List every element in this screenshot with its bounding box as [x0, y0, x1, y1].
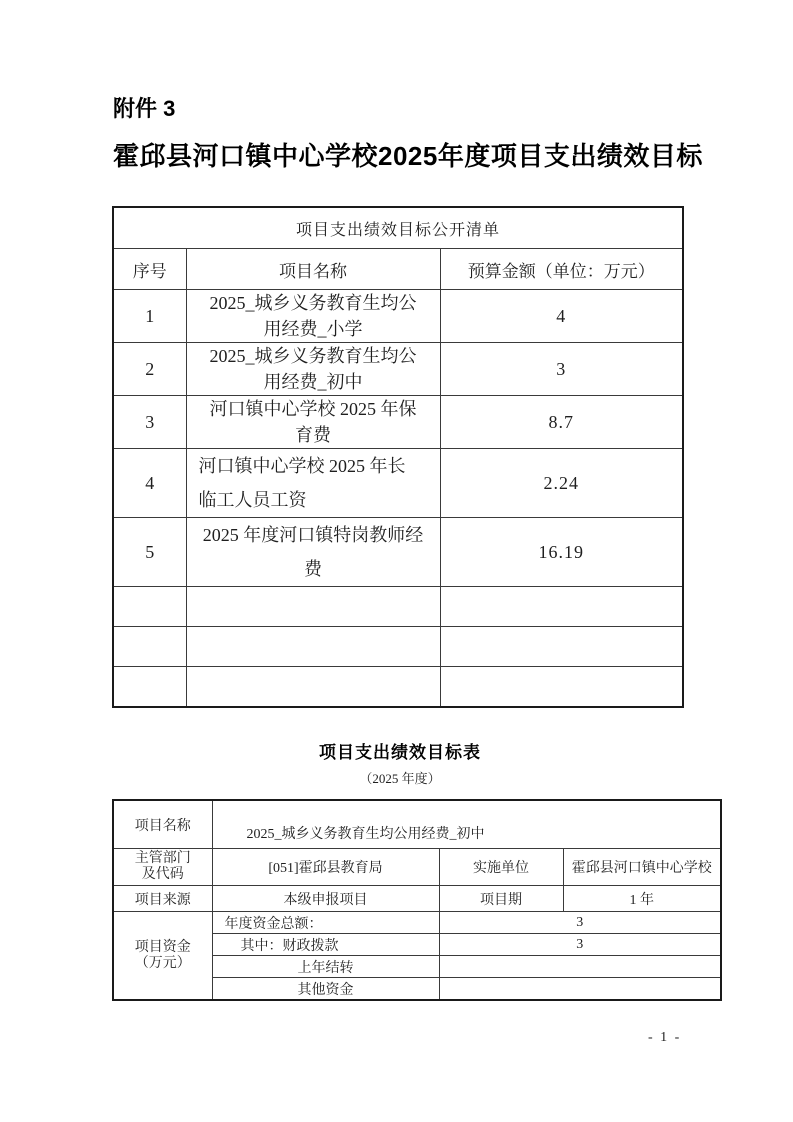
project-name-line: 用经费_初中 [263, 372, 363, 392]
project-name-line: 临工人员工资 [198, 490, 307, 510]
amount-cell: 8.7 [440, 396, 683, 449]
fiscal-appropriation-value: 3 [439, 934, 721, 956]
project-name-line: 2025 年度河口镇特岗教师经 [202, 525, 424, 545]
seq-cell: 1 [113, 290, 186, 343]
carryover-label: 上年结转 [212, 956, 439, 978]
col-header-name: 项目名称 [186, 249, 440, 290]
table-row [113, 343, 683, 396]
amount-cell [440, 587, 683, 627]
project-name-line: 2025_城乡义务教育生均公 [209, 346, 417, 366]
project-source-label: 项目来源 [113, 886, 212, 912]
project-funds-label-line: （万元） [134, 955, 191, 971]
implementing-unit-label: 实施单位 [439, 849, 563, 886]
project-name-cell [186, 449, 440, 518]
project-name-line: 河口镇中心学校 2025 年长 [198, 456, 406, 476]
department-row [113, 849, 721, 886]
table-caption: 项目支出绩效目标公开清单 [113, 207, 683, 249]
seq-cell: 3 [113, 396, 186, 449]
project-name-cell [186, 627, 440, 667]
project-period-value: 1 年 [563, 886, 721, 912]
project-name-cell [186, 518, 440, 587]
project-name-line: 用经费_小学 [263, 319, 363, 339]
project-name-value: 2025_城乡义务教育生均公用经费_初中 [212, 800, 721, 849]
table-row [113, 518, 683, 587]
section-title: 项目支出绩效目标表 [319, 743, 481, 762]
annual-total-label: 年度资金总额： [212, 912, 439, 934]
project-name-line: 河口镇中心学校 2025 年保 [209, 399, 417, 419]
table-row [113, 449, 683, 518]
project-name-line: 2025_城乡义务教育生均公 [209, 293, 417, 313]
project-period-label: 项目期 [439, 886, 563, 912]
project-name-cell [186, 290, 440, 343]
table-row [113, 396, 683, 449]
other-funds-value [439, 978, 721, 1001]
empty-table-row [113, 627, 683, 667]
seq-cell: 4 [113, 449, 186, 518]
seq-cell [113, 627, 186, 667]
col-header-seq: 序号 [113, 249, 186, 290]
project-name-line: 费 [304, 559, 322, 579]
fiscal-appropriation-label: 其中：财政拨款 [212, 934, 439, 956]
amount-cell [440, 667, 683, 708]
department-label-line: 及代码 [141, 867, 184, 882]
target-table [112, 799, 722, 1001]
amount-cell: 16.19 [440, 518, 683, 587]
attachment-label: 附件 3 [113, 96, 176, 121]
project-name-cell [186, 587, 440, 627]
seq-cell [113, 587, 186, 627]
empty-table-row [113, 587, 683, 627]
page-number: - 1 - [648, 1030, 682, 1045]
implementing-unit-value: 霍邱县河口镇中心学校 [563, 849, 721, 886]
project-name-line: 育费 [295, 425, 331, 445]
amount-cell [440, 627, 683, 667]
public-list-table [112, 206, 684, 708]
project-source-row [113, 886, 721, 912]
amount-cell: 3 [440, 343, 683, 396]
seq-cell: 5 [113, 518, 186, 587]
project-name-cell [186, 396, 440, 449]
project-name-row [113, 800, 721, 849]
amount-cell: 2.24 [440, 449, 683, 518]
table-caption-row [113, 207, 683, 249]
department-label [113, 849, 212, 886]
amount-cell: 4 [440, 290, 683, 343]
carryover-value [439, 956, 721, 978]
section-subtitle: （2025 年度） [359, 771, 441, 786]
project-name-cell [186, 343, 440, 396]
department-value: [051]霍邱县教育局 [212, 849, 439, 886]
annual-total-value: 3 [439, 912, 721, 934]
project-source-value: 本级申报项目 [212, 886, 439, 912]
table-row [113, 290, 683, 343]
seq-cell: 2 [113, 343, 186, 396]
project-funds-label-line: 项目资金 [134, 939, 191, 955]
department-label-line: 主管部门 [134, 851, 191, 866]
project-name-cell [186, 667, 440, 708]
table-header-row [113, 249, 683, 290]
project-funds-label [113, 912, 212, 1001]
other-funds-label: 其他资金 [212, 978, 439, 1001]
project-name-label: 项目名称 [113, 800, 212, 849]
document-title: 霍邱县河口镇中心学校2025年度项目支出绩效目标 [113, 141, 703, 171]
funds-row [113, 912, 721, 934]
col-header-amount: 预算金额（单位：万元） [440, 249, 683, 290]
seq-cell [113, 667, 186, 708]
empty-table-row [113, 667, 683, 708]
